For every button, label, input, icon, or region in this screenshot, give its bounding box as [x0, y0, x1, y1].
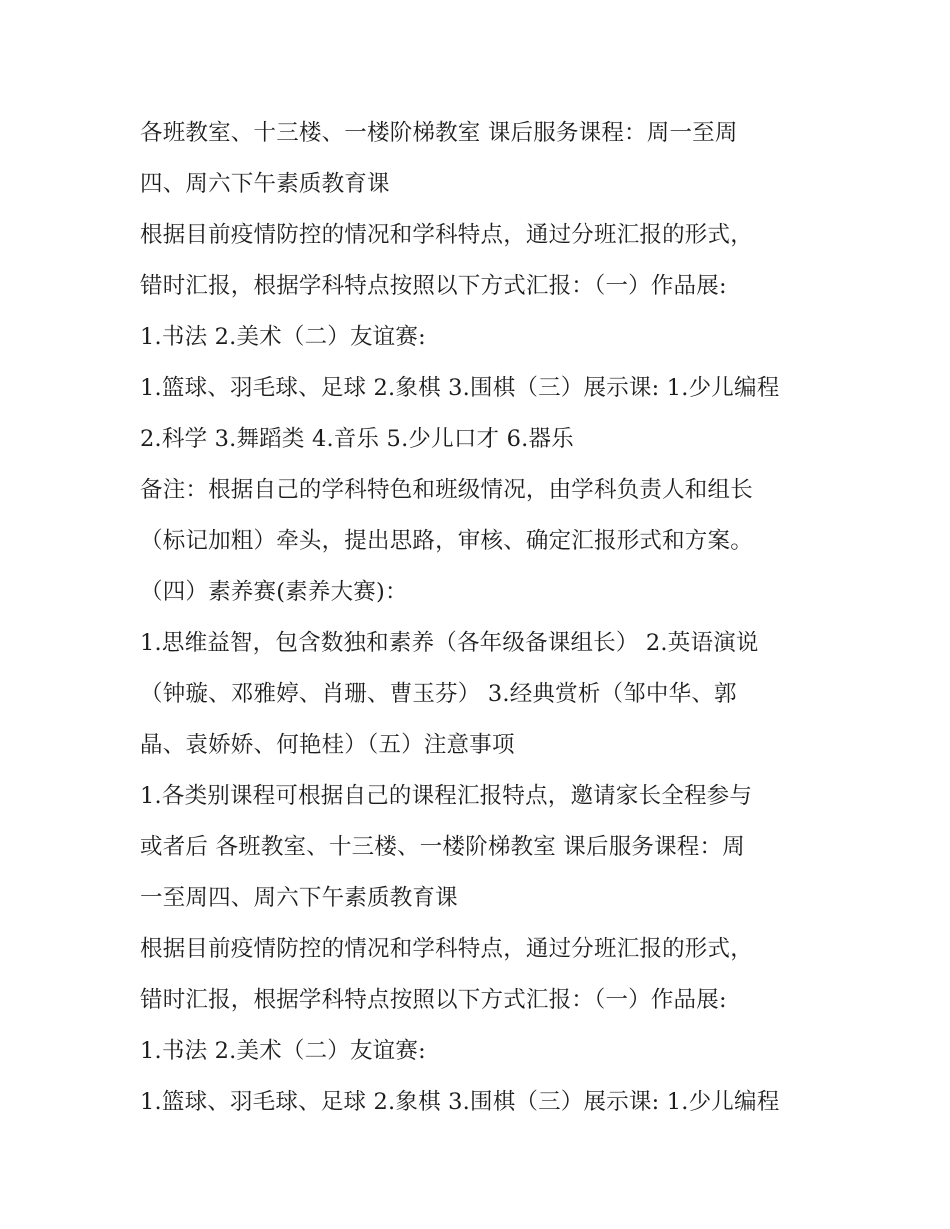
text-line: 晶、袁娇娇、何艳桂）（五）注意事项: [140, 732, 515, 758]
text-line: 错时汇报，根据学科特点按照以下方式汇报：（一）作品展:: [140, 273, 727, 299]
text-line: （钟璇、邓雅婷、肖珊、曹玉芬） 3.经典赏析（邹中华、郭: [140, 681, 737, 707]
text-line: 1.思维益智，包含数独和素养（各年级备课组长） 2.英语演说: [140, 630, 759, 656]
text-line: 一至周四、周六下午素质教育课: [140, 885, 458, 911]
text-line: 2.科学 3.舞蹈类 4.音乐 5.少儿口才 6.器乐: [140, 426, 574, 452]
text-line: 根据目前疫情防控的情况和学科特点，通过分班汇报的形式，: [140, 222, 753, 248]
text-line: 备注：根据自己的学科特色和班级情况，由学科负责人和组长: [140, 477, 753, 503]
text-line: 四、周六下午素质教育课: [140, 171, 390, 197]
text-line: 错时汇报，根据学科特点按照以下方式汇报：（一）作品展:: [140, 987, 727, 1013]
document-body: [140, 108, 820, 1128]
text-line: 或者后 各班教室、十三楼、一楼阶梯教室 课后服务课程：周: [140, 834, 745, 860]
text-line: 1.篮球、羽毛球、足球 2.象棋 3.围棋（三）展示课: 1.少儿编程: [140, 375, 780, 401]
text-line: 1.书法 2.美术（二）友谊赛:: [140, 1038, 426, 1064]
text-line: （四）素养赛(素养大赛)：: [140, 579, 408, 605]
text-line: 1.书法 2.美术（二）友谊赛:: [140, 324, 426, 350]
text-line: 各班教室、十三楼、一楼阶梯教室 课后服务课程：周一至周: [140, 120, 738, 146]
text-line: （标记加粗）牵头，提出思路，审核、确定汇报形式和方案。: [140, 528, 753, 554]
text-line: 1.篮球、羽毛球、足球 2.象棋 3.围棋（三）展示课: 1.少儿编程: [140, 1089, 780, 1115]
text-line: 根据目前疫情防控的情况和学科特点，通过分班汇报的形式，: [140, 936, 753, 962]
text-line: 1.各类别课程可根据自己的课程汇报特点，邀请家长全程参与: [140, 783, 753, 809]
